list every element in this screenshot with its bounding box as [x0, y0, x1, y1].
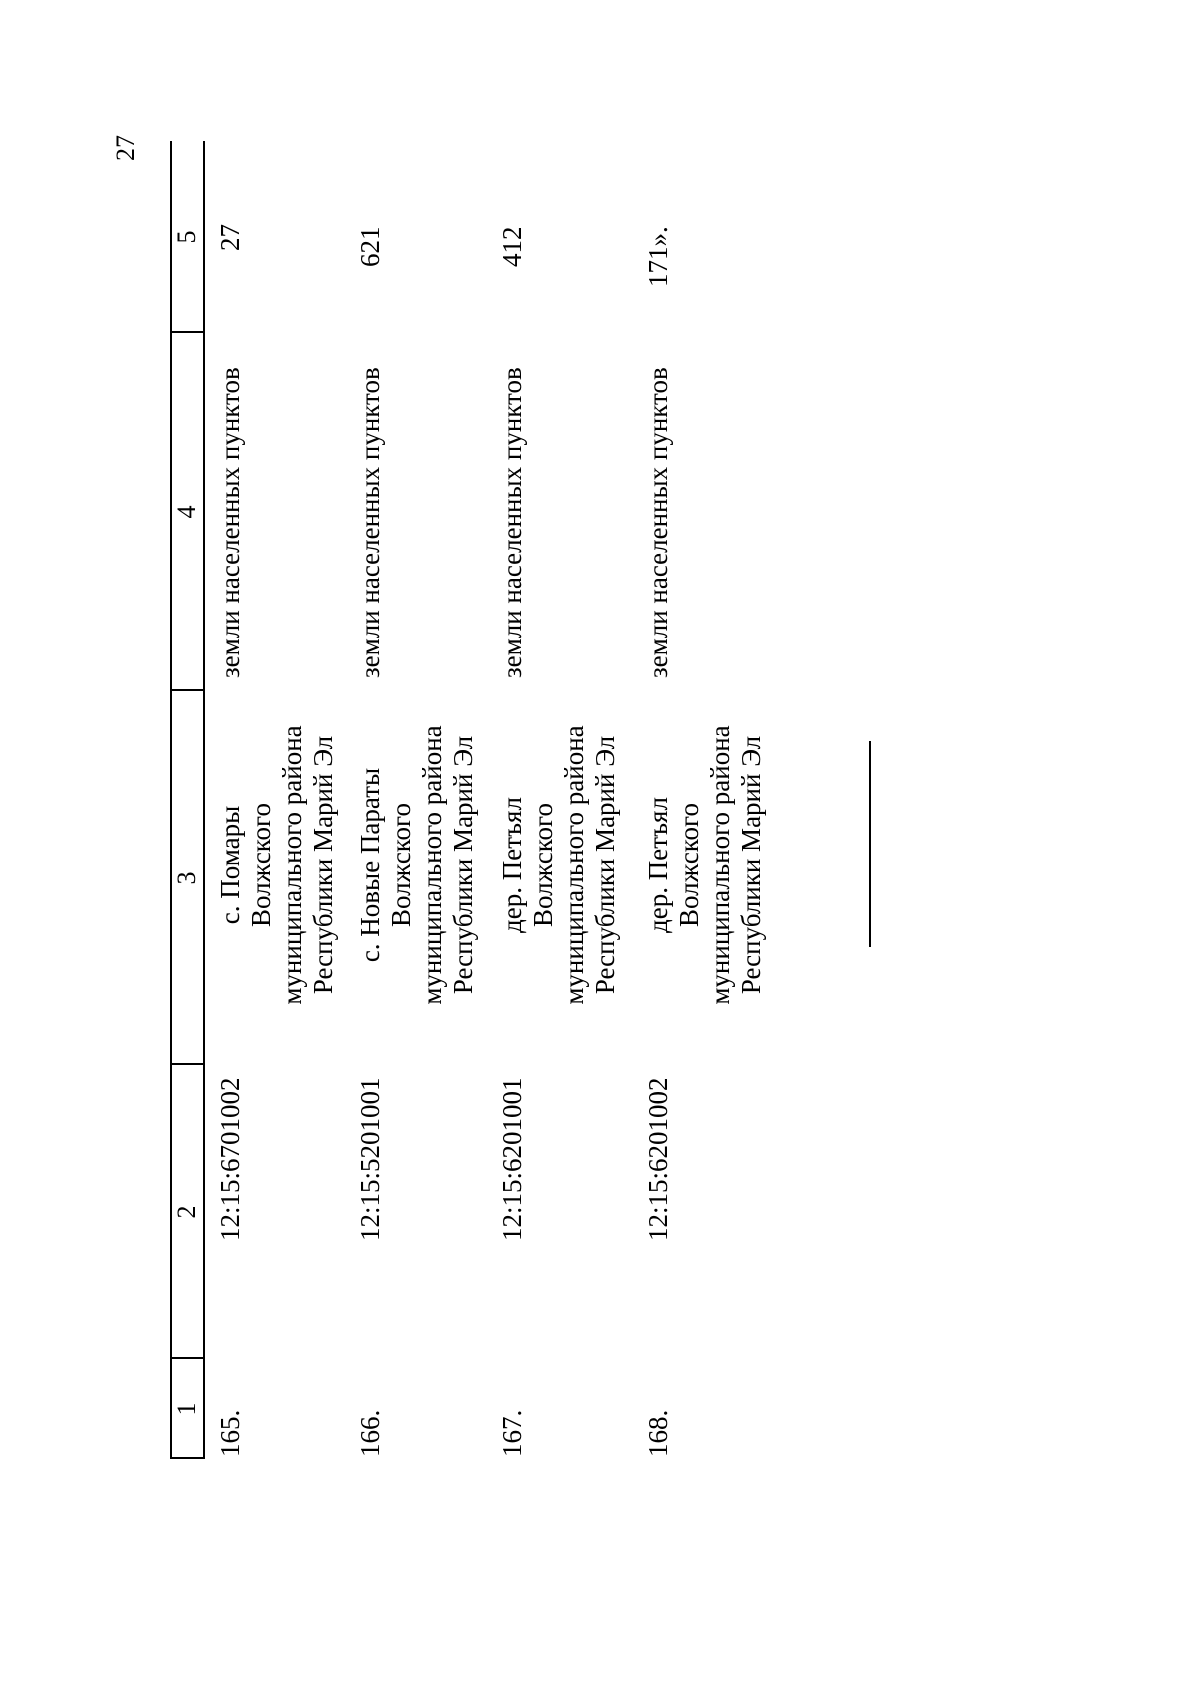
row-168-place-line4: Республики Марий Эл	[736, 735, 766, 995]
column-number-5: 5	[172, 230, 201, 244]
row-167-place-line4: Республики Марий Эл	[590, 735, 620, 995]
column-number-2: 2	[172, 1205, 201, 1219]
row-168-code: 12:15:6201002	[643, 1077, 673, 1241]
row-165-place-line3: муниципального района	[277, 725, 307, 1005]
row-167-place	[497, 715, 621, 1015]
row-165-place-line4: Республики Марий Эл	[308, 735, 338, 995]
row-166-num: 166.	[355, 1409, 385, 1457]
row-168-category: земли населенных пунктов	[643, 367, 673, 678]
row-166-place-line2: Волжского	[386, 803, 416, 927]
closing-rule	[869, 741, 871, 947]
row-165-place-line1: с. Помары	[215, 805, 245, 925]
row-165-place	[215, 715, 339, 1015]
column-number-1: 1	[172, 1402, 201, 1416]
row-165-category: земли населенных пунктов	[215, 367, 245, 678]
row-165-place-line2: Волжского	[246, 803, 276, 927]
column-number-3: 3	[172, 871, 201, 885]
row-165-value: 27	[215, 224, 245, 251]
page-number: 27	[111, 135, 140, 161]
row-166-place-line4: Республики Марий Эл	[448, 735, 478, 995]
row-166-code: 12:15:5201001	[355, 1077, 385, 1241]
row-165-code: 12:15:6701002	[215, 1077, 245, 1241]
row-167-place-line1: дер. Петъял	[497, 797, 527, 933]
row-167-value: 412	[497, 226, 527, 267]
row-166-place-line3: муниципального района	[417, 725, 447, 1005]
row-167-num: 167.	[497, 1409, 527, 1457]
row-167-code: 12:15:6201001	[497, 1077, 527, 1241]
row-167-place-line2: Волжского	[528, 803, 558, 927]
row-167-place-line3: муниципального района	[559, 725, 589, 1005]
column-number-4: 4	[172, 505, 201, 519]
row-168-place-line3: муниципального района	[705, 725, 735, 1005]
row-168-place-line1: дер. Петъял	[643, 797, 673, 933]
row-166-value: 621	[355, 226, 385, 267]
row-168-place	[643, 715, 767, 1015]
row-166-category: земли населенных пунктов	[355, 367, 385, 678]
header-bottom-border	[203, 141, 205, 1459]
row-168-value: 171».	[643, 226, 673, 287]
row-167-category: земли населенных пунктов	[497, 367, 527, 678]
header-top-border	[170, 141, 172, 1459]
row-165-num: 165.	[215, 1409, 245, 1457]
row-166-place	[355, 715, 479, 1015]
row-168-num: 168.	[643, 1409, 673, 1457]
row-166-place-line1: с. Новые Параты	[355, 767, 385, 963]
row-168-place-line2: Волжского	[674, 803, 704, 927]
